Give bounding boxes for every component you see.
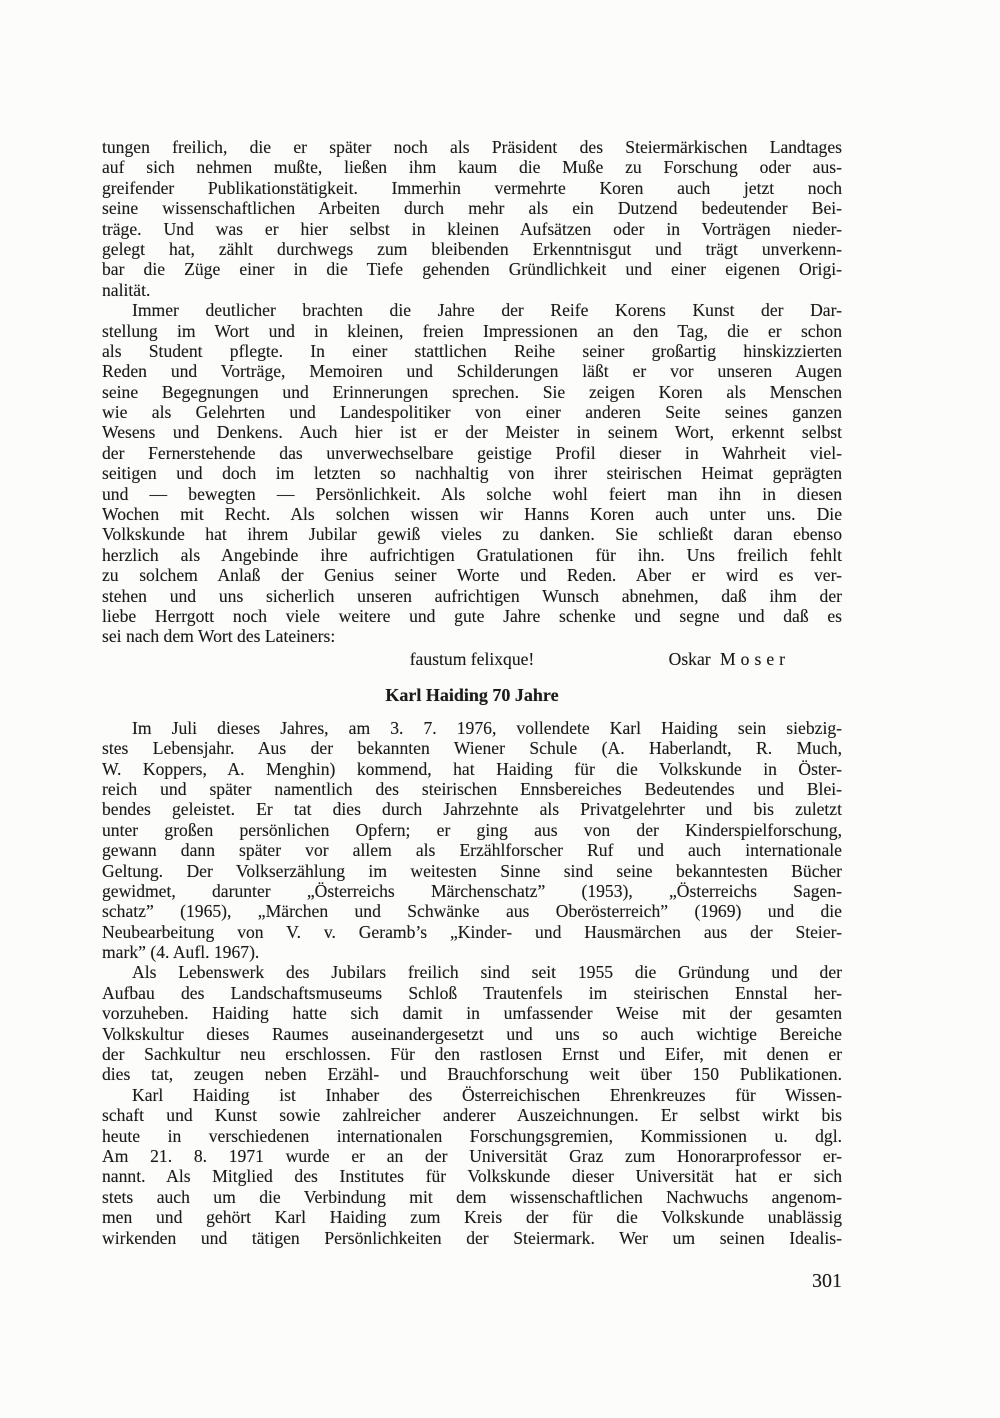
- text-line: herzlich als Angebinde ihre aufrichtigen Gratulationen für ihn. Uns freilich fehlt: [102, 544, 842, 565]
- text-line: der Fernerstehende das unverwechselbare geistige Profil dieser in Wahrheit viel-: [102, 442, 842, 463]
- text-line: als Student pflegte. In einer stattlichen Reihe seiner großartig hinskizzierten: [102, 340, 842, 361]
- text-line: stellung im Wort und in kleinen, freien Impressionen an den Tag, die er schon: [102, 320, 842, 341]
- text-line: greifender Publikationstätigkeit. Immerhin vermehrte Koren auch jetzt noch: [102, 177, 842, 198]
- text-line: Reden und Vorträge, Memoiren und Schilderungen läßt er vor unseren Augen: [102, 361, 842, 382]
- text-line: reich und später namentlich des steirischen Ennsbereiches Bedeutendes und Blei-: [102, 778, 842, 799]
- section-heading: Karl Haiding 70 Jahre: [385, 684, 559, 705]
- page-number: 301: [812, 1270, 842, 1292]
- text-line: gelegt hat, zählt durchwegs zum bleibenden Erkenntnisgut und trägt unverkenn-: [102, 238, 842, 259]
- text-line: Wochen mit Recht. Als solchen wissen wir Hanns Koren auch unter uns. Die: [102, 504, 842, 525]
- author-surname: Moser: [720, 648, 790, 669]
- text-line: und — bewegten — Persönlichkeit. Als solche wohl feiert man ihn in diesen: [102, 483, 842, 504]
- text-line: mark” (4. Aufl. 1967).: [102, 942, 260, 963]
- text-line: seine wissenschaftlichen Arbeiten durch mehr als ein Dutzend bedeutender Bei-: [102, 198, 842, 219]
- signature-row: [102, 649, 842, 670]
- text-line: seine Begegnungen und Erinnerungen sprechen. Sie zeigen Koren als Menschen: [102, 381, 842, 402]
- text-line: men und gehört Karl Haiding zum Kreis der für die Volkskunde unablässig: [102, 1207, 842, 1228]
- latin-phrase: faustum felixque!: [409, 648, 535, 669]
- text-line: Volkskunde hat ihrem Jubilar gewiß vieles zu danken. Sie schließt daran ebenso: [102, 524, 842, 545]
- text-line: Karl Haiding ist Inhaber des Österreichischen Ehrenkreuzes für Wissen-: [132, 1084, 842, 1105]
- text-line: bar die Züge einer in die Tiefe gehenden Gründlichkeit und einer eigenen Origi-: [102, 259, 842, 280]
- author-given-name: Oskar: [668, 648, 716, 669]
- text-line: Am 21. 8. 1971 wurde er an der Universität Graz zum Honorarprofessor er-: [102, 1145, 842, 1166]
- text-line: Immer deutlicher brachten die Jahre der Reife Korens Kunst der Dar-: [132, 300, 842, 321]
- text-line: Volkskultur dieses Raumes auseinandergesetzt und uns so auch wichtige Bereiche: [102, 1023, 842, 1044]
- text-line: träge. Und was er hier selbst in kleinen Aufsätzen oder in Vorträgen nieder-: [102, 218, 842, 239]
- text-line: Geltung. Der Volkserzählung im weitesten Sinne sind seine bekanntesten Bücher: [102, 860, 842, 881]
- text-line: unter großen persönlichen Opfern; er ging aus von der Kinderspielforschung,: [102, 819, 842, 840]
- text-line: Im Juli dieses Jahres, am 3. 7. 1976, vollendete Karl Haiding sein siebzig-: [132, 717, 842, 738]
- text-line: liebe Herrgott noch viele weitere und gute Jahre schenke und segne und daß es: [102, 605, 842, 626]
- text-line: Aufbau des Landschaftsmuseums Schloß Trautenfels im steirischen Ennstal her-: [102, 982, 842, 1003]
- text-line: dies tat, zeugen neben Erzähl- und Brauchforschung weit über 150 Publikationen.: [102, 1064, 842, 1085]
- text-line: wie als Gelehrten und Landespolitiker von einer anderen Seite seines ganzen: [102, 402, 842, 423]
- text-line: auf sich nehmen mußte, ließen ihm kaum die Muße zu Forschung oder aus-: [102, 157, 842, 178]
- text-line: schaft und Kunst sowie zahlreicher anderer Auszeichnungen. Er selbst wirkt bis: [102, 1105, 842, 1126]
- text-line: gewidmet, darunter „Österreichs Märchenschatz” (1953), „Österreichs Sagen-: [102, 880, 842, 901]
- text-line: seitigen und doch im letzten so nachhaltig von ihrer steirischen Heimat geprägten: [102, 463, 842, 484]
- text-line: zu solchem Anlaß der Genius seiner Worte und Reden. Aber er wird es ver-: [102, 565, 842, 586]
- text-line: nannt. Als Mitglied des Institutes für Volkskunde dieser Universität hat er sich: [102, 1166, 842, 1187]
- text-line: stehen und uns sicherlich unseren aufrichtigen Wunsch abnehmen, daß ihm der: [102, 585, 842, 606]
- text-line: schatz” (1965), „Märchen und Schwänke aus Oberösterreich” (1969) und die: [102, 901, 842, 922]
- text-line: W. Koppers, A. Menghin) kommend, hat Haiding für die Volkskunde in Öster-: [102, 758, 842, 779]
- text-line: tungen freilich, die er später noch als Präsident des Steiermärkischen Landtages: [102, 137, 842, 157]
- text-line: Neubearbeitung von V. v. Geramb’s „Kinder- und Hausmärchen aus der Steier-: [102, 921, 842, 942]
- text-line: wirkenden und tätigen Persönlichkeiten der Steiermark. Wer um seinen Idealis-: [102, 1227, 842, 1248]
- text-line: nalität.: [102, 279, 151, 300]
- text-line: heute in verschiedenen internationalen Forschungsgremien, Kommissionen u. dgl.: [102, 1125, 842, 1146]
- text-line: sei nach dem Wort des Lateiners:: [102, 626, 336, 647]
- text-line: gewann dann später vor allem als Erzählforscher Ruf und auch internationale: [102, 840, 842, 861]
- text-line: stes Lebensjahr. Aus der bekannten Wiener Schule (A. Haberlandt, R. Much,: [102, 738, 842, 759]
- text-line: der Sachkultur neu erschlossen. Für den rastlosen Ernst und Eifer, mit denen er: [102, 1044, 842, 1065]
- text-line: Als Lebenswerk des Jubilars freilich sind seit 1955 die Gründung und der: [132, 962, 842, 983]
- text-line: vorzuheben. Haiding hatte sich damit in umfassender Weise mit der gesamten: [102, 1003, 842, 1024]
- text-line: Wesens und Denkens. Auch hier ist er der Meister in seinem Wort, erkennt selbst: [102, 422, 842, 443]
- text-column: [102, 137, 842, 1248]
- text-line: bendes geleistet. Er tat dies durch Jahrzehnte als Privatgelehrter und bis zuletzt: [102, 799, 842, 820]
- text-line: stets auch um die Verbindung mit dem wissenschaftlichen Nachwuchs angenom-: [102, 1186, 842, 1207]
- author-name: [669, 649, 790, 669]
